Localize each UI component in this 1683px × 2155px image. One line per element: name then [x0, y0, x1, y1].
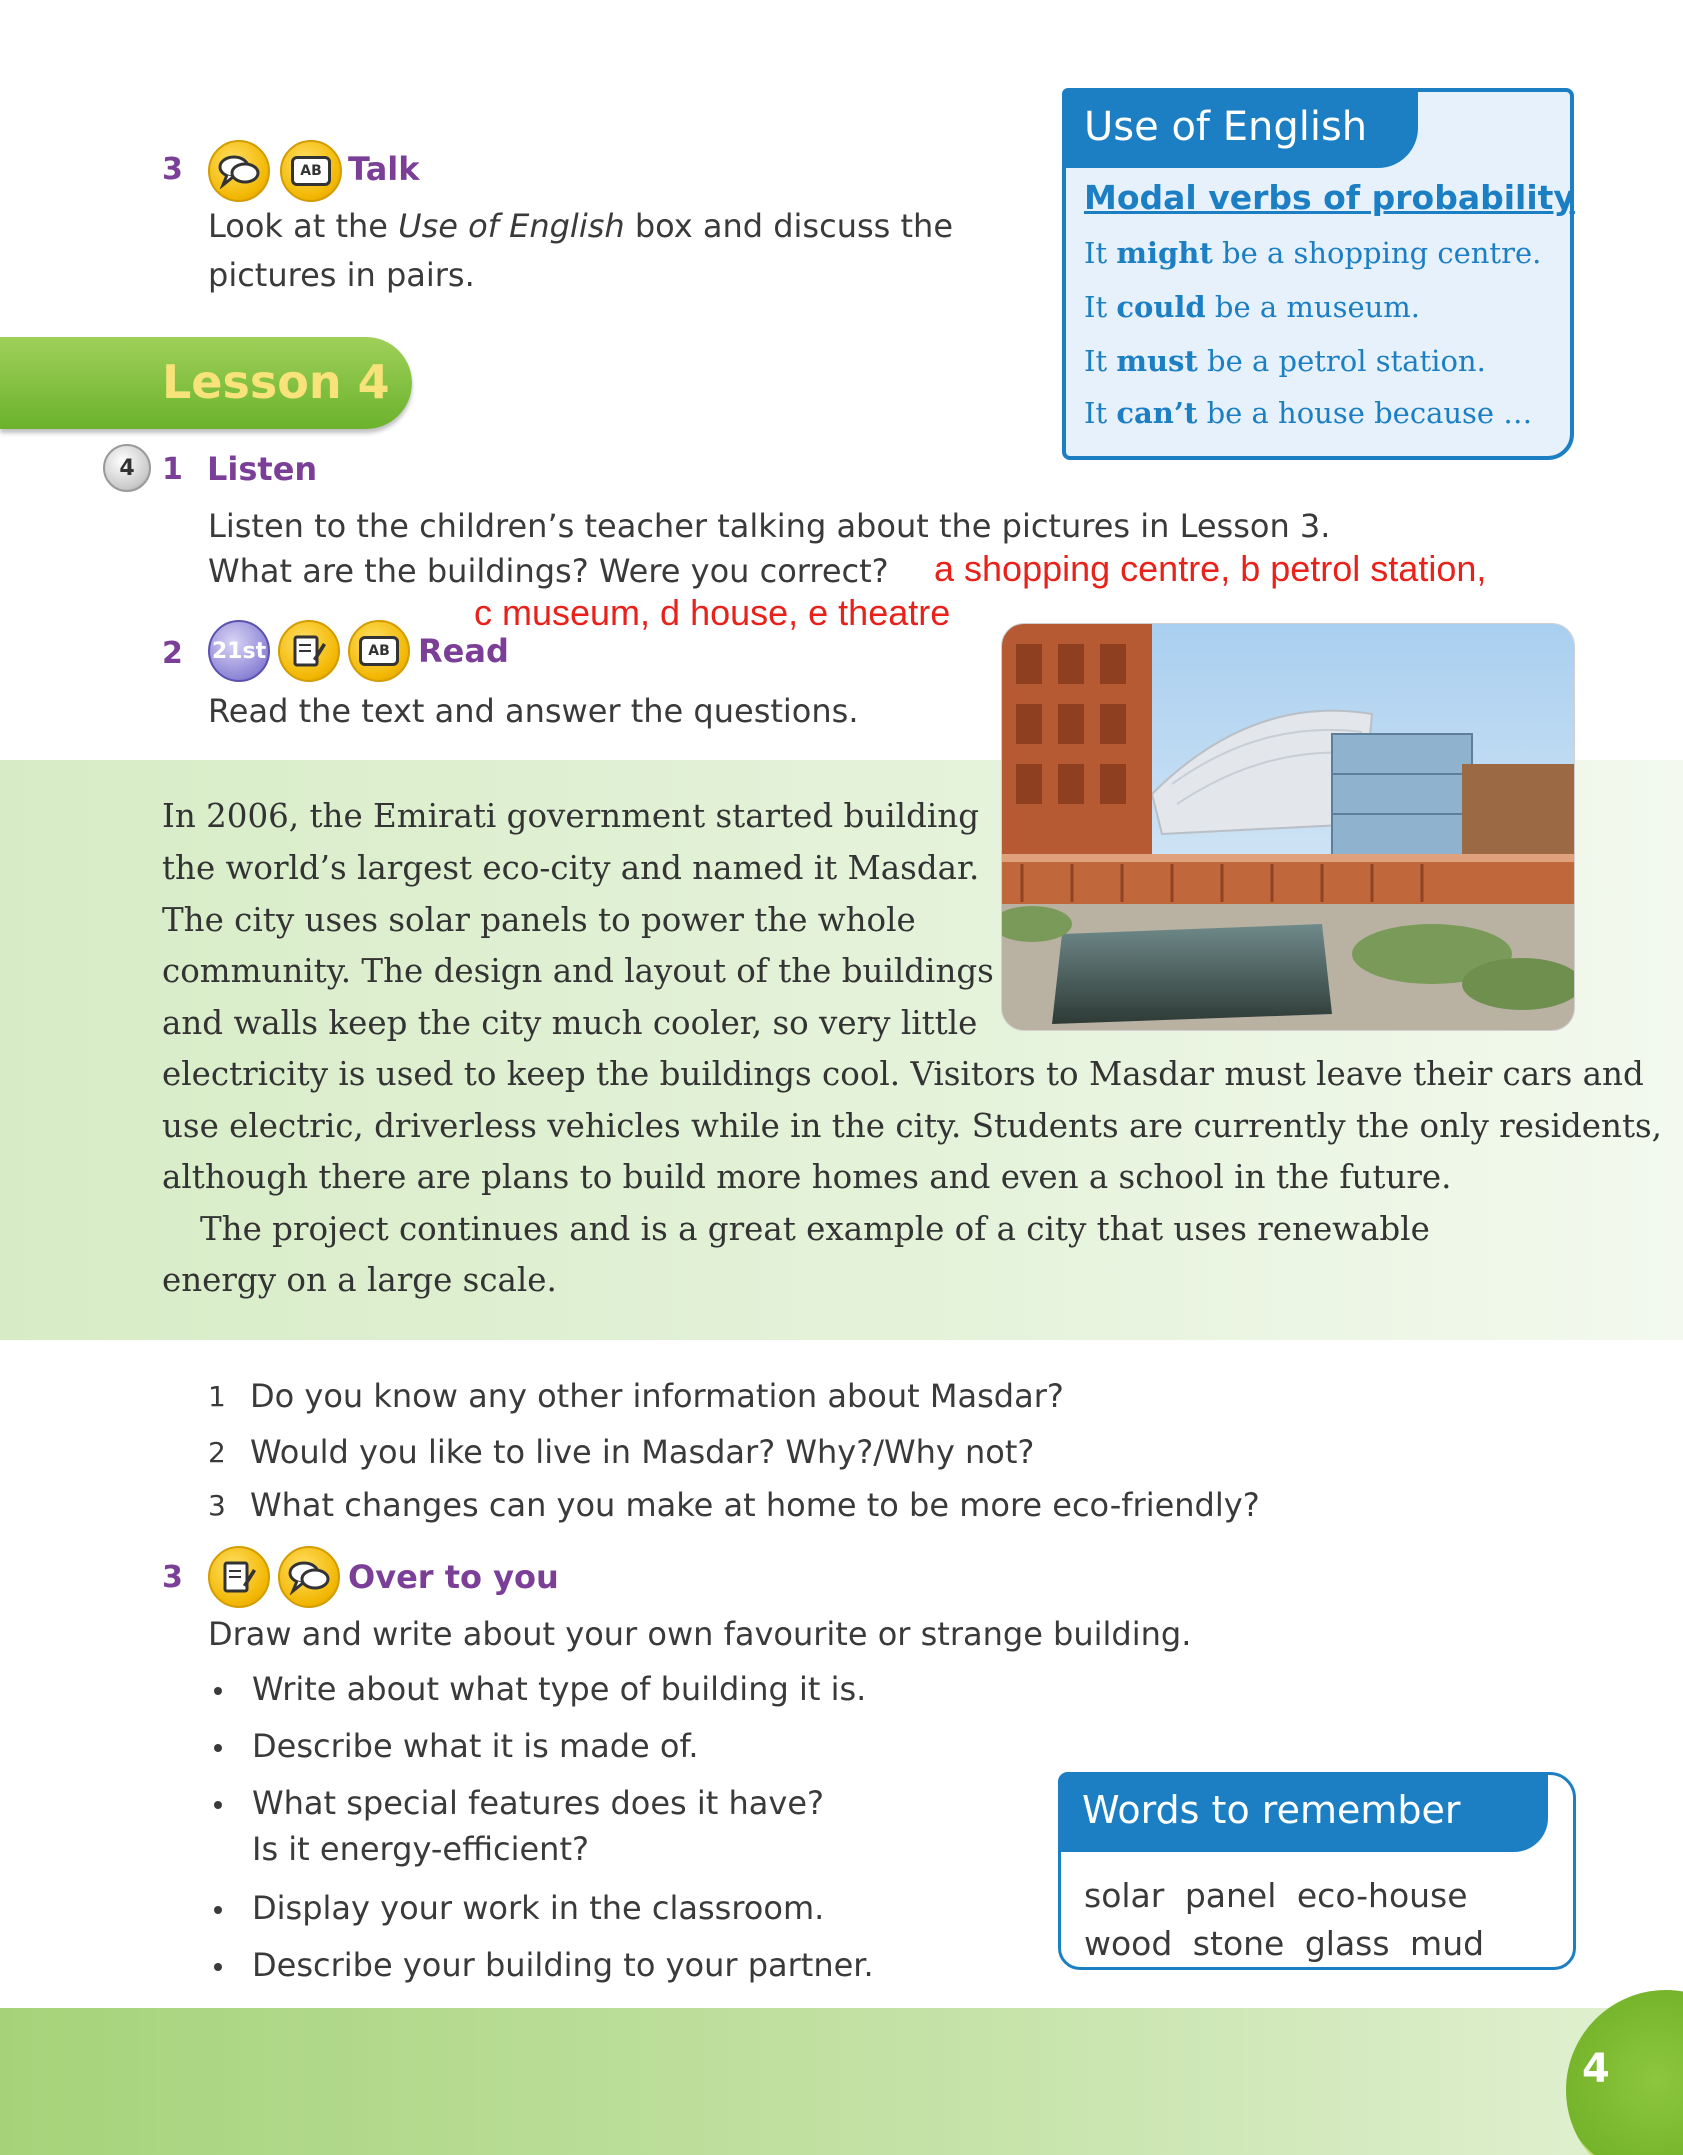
question-text: Would you like to live in Masdar? Why?/Why not?	[250, 1433, 1035, 1471]
question-text: What changes can you make at home to be more eco-friendly?	[250, 1486, 1260, 1524]
use-of-english-heading: Modal verbs of probability	[1084, 178, 1575, 217]
reading-line: In 2006, the Emirati government started building	[162, 797, 980, 835]
bullet-dot	[214, 1963, 222, 1971]
words-row: wood stone glass mud	[1084, 1924, 1485, 1963]
question-number: 2	[208, 1436, 226, 1469]
ab-label: AB	[359, 636, 399, 666]
bullet-item: Write about what type of building it is.	[252, 1670, 867, 1708]
reading-line: energy on a large scale.	[162, 1261, 557, 1299]
activity-number: 3	[162, 1560, 183, 1595]
bullet-dot	[214, 1687, 222, 1695]
bullet-dot	[214, 1801, 222, 1809]
talk-instruction-emphasis: Use of English	[398, 207, 625, 245]
example-modal: must	[1116, 344, 1198, 378]
activity-title-over-to-you: Over to you	[348, 1558, 559, 1596]
talk-instruction-line2: pictures in pairs.	[208, 256, 475, 294]
answer-annotation-line2: c museum, d house, e theatre	[474, 592, 951, 633]
question-number: 3	[208, 1489, 226, 1522]
talk-instruction	[208, 203, 953, 249]
speech-bubbles-icon	[278, 1546, 340, 1608]
activity-title-listen: Listen	[207, 450, 318, 488]
question-text: Do you know any other information about Masdar?	[250, 1377, 1064, 1415]
reading-line: although there are plans to build more homes and even a school in the future.	[162, 1158, 1452, 1196]
activity-number: 2	[162, 636, 183, 671]
reading-line: electricity is used to keep the buildings cool. Visitors to Masdar must leave their cars and	[162, 1055, 1644, 1093]
example-text: be a house because …	[1197, 396, 1533, 430]
bullet-item: Describe what it is made of.	[252, 1727, 699, 1765]
reading-line: community. The design and layout of the buildings	[162, 952, 994, 990]
example-modal: could	[1116, 290, 1206, 324]
example-text: It	[1084, 396, 1117, 430]
audio-cd-icon[interactable]: 4	[103, 444, 151, 492]
example-modal: can’t	[1116, 396, 1198, 430]
ab-label: AB	[291, 156, 331, 186]
activity-book-icon	[280, 140, 342, 202]
listen-instruction-line1: Listen to the children’s teacher talking about the pictures in Lesson 3.	[208, 507, 1331, 545]
page-number: 4	[1582, 2046, 1610, 2092]
reading-line: The project continues and is a great example of a city that uses renewable	[200, 1210, 1430, 1248]
activity-number: 1	[162, 452, 183, 487]
reading-line: The city uses solar panels to power the whole	[162, 901, 916, 939]
words-row: solar panel eco-house	[1084, 1876, 1468, 1915]
reading-line: use electric, driverless vehicles while in the city. Students are currently the only residents,	[162, 1107, 1663, 1145]
listen-instruction-line2: What are the buildings? Were you correct?	[208, 552, 889, 590]
example-text: It	[1084, 290, 1117, 324]
activity-title-talk: Talk	[348, 150, 420, 188]
footer-band	[0, 2008, 1683, 2155]
example-text: It	[1084, 236, 1117, 270]
reading-line: and walls keep the city much cooler, so very little	[162, 1004, 978, 1042]
words-to-remember-title: Words to remember	[1058, 1772, 1548, 1852]
bullet-item: Display your work in the classroom.	[252, 1889, 825, 1927]
use-of-english-example	[1084, 344, 1486, 378]
use-of-english-title: Use of English	[1062, 88, 1418, 168]
bullet-dot	[214, 1906, 222, 1914]
masdar-photo-illustration	[1002, 624, 1574, 1030]
masdar-building-photo	[1002, 624, 1574, 1030]
talk-instruction-part: Look at the	[208, 207, 399, 245]
use-of-english-example	[1084, 236, 1541, 270]
bullet-item-continued: Is it energy-efficient?	[252, 1830, 589, 1868]
use-of-english-example	[1084, 396, 1532, 430]
activity-book-icon	[348, 620, 410, 682]
bullet-item: Describe your building to your partner.	[252, 1946, 874, 1984]
question-number: 1	[208, 1380, 226, 1413]
bullet-item: What special features does it have?	[252, 1784, 824, 1822]
bullet-dot	[214, 1744, 222, 1752]
example-text: be a museum.	[1205, 290, 1421, 324]
example-modal: might	[1116, 236, 1213, 270]
read-instruction: Read the text and answer the questions.	[208, 692, 859, 730]
talk-instruction-part: box and discuss the	[624, 207, 953, 245]
speech-bubbles-icon	[208, 140, 270, 202]
lesson-banner: Lesson 4	[0, 337, 412, 429]
over-instruction: Draw and write about your own favourite or strange building.	[208, 1615, 1192, 1653]
writing-icon	[208, 1546, 270, 1608]
example-text: be a petrol station.	[1197, 344, 1486, 378]
21st-century-skills-icon: 21st	[208, 620, 270, 682]
reading-line: the world’s largest eco-city and named it Masdar.	[162, 849, 980, 887]
example-text: be a shopping centre.	[1212, 236, 1542, 270]
answer-annotation-line1: a shopping centre, b petrol station,	[934, 548, 1487, 589]
example-text: It	[1084, 344, 1117, 378]
activity-title-read: Read	[418, 632, 509, 670]
use-of-english-example	[1084, 290, 1420, 324]
writing-icon	[278, 620, 340, 682]
activity-number: 3	[162, 152, 183, 187]
